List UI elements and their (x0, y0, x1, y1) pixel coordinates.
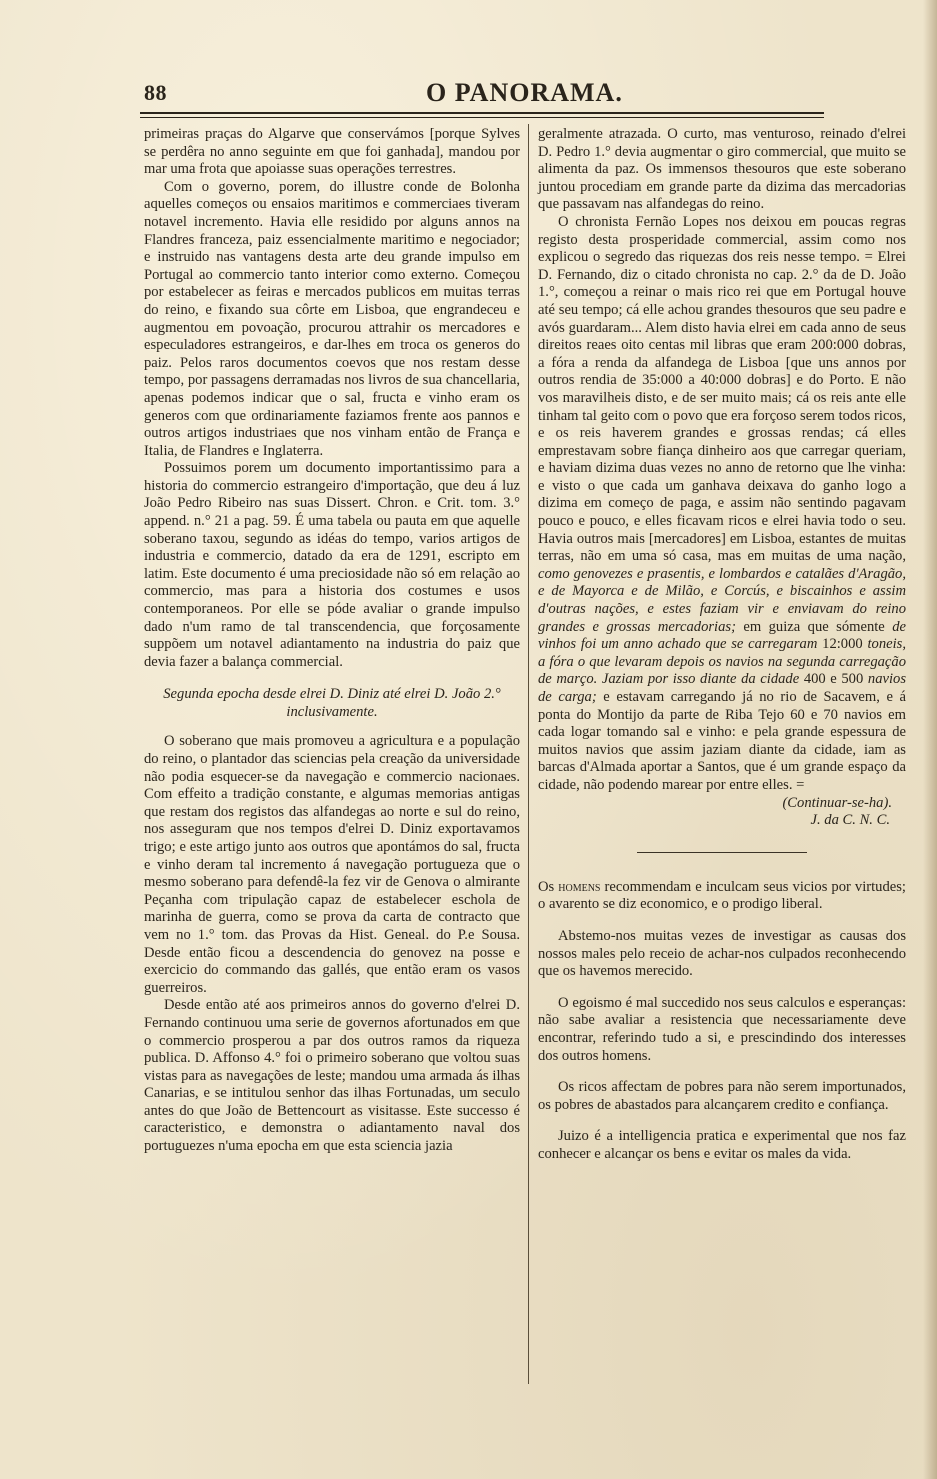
page-header (144, 76, 824, 110)
left-paragraph-2: Com o governo, porem, do illustre conde de Bolonha aquelles começos ou ensaios maritimos e commerciaes tiveram notavel incremento. Havia elle residido por alguns annos na Flandres franceza, paiz essencialmente maritimo e negociador; e instruido nas vantagens desta arte deu grande impulso em Portugal ao commercio tanto interior como externo. Começou por estabelecer as feiras e mercados publicos em muitas terras do reino, e fixando sua côrte em Lisboa, que engrandeceu e augmentou em povoação, procurou attrahir os mercadores e especuladores estrangeiros, e dar-lhes em troca os generos do paiz. Pelos raros documentos coevos que nos restam desse tempo, por passagens derramadas nos livros de sua chancellaria, apenas podemos indicar que o sal, fructa e vinho eram os generos com que ordinariamente faziamos frente aos pannos e outros artigos industriaes que nos vinham então de França e Italia, de Flandres e Inglaterra. (144, 178, 520, 459)
maxim-4: Os ricos affectam de pobres para não serem importunados, os pobres de abastados para alcançarem credito e confiança. (538, 1079, 906, 1113)
author-signature: J. da C. N. C. (810, 812, 890, 829)
right-paragraph-1: geralmente atrazada. O curto, mas venturoso, reinado d'elrei D. Pedro 1.° devia augmentar o giro commercial, que muito se alimenta da paz. Os immensos thesouros que este soberano juntou procediam em grande parte da dizima das mercadorias que passavam nas alfandegas do reino. (538, 126, 906, 213)
right-column (538, 126, 906, 1163)
section-separator-rule (637, 852, 807, 853)
maxim-5: Juizo é a intelligencia pratica e experimental que nos faz conhecer e alcançar os bens e evitar os males da vida. (538, 1128, 906, 1162)
page-edge-shadow (923, 0, 937, 1479)
left-paragraph-3: Possuimos porem um documento importantissimo para a historia do commercio estrangeiro d'importação, que deu á luz João Pedro Ribeiro nas suas Dissert. Chron. e Crit. tom. 3.° append. n.° 21 a pag. 59. É uma tabela ou pauta em que aquelle soberano taxou, segundo as idéas do tempo, varios artigos de industria e commercio, datado da era de 1291, escripto em latim. Este documento é uma preciosidade não só em relação ao commercio, mas para a historia dos costumes e usos contemporaneos. Por elle se póde avaliar o grande impulso dado n'um ramo de tal transcendencia, que forçosamente suppõem um notavel adiantamento na industria do paiz que devia fazer a balança commercial. (144, 460, 520, 670)
quote-text-b: em guiza que sómente (735, 618, 893, 635)
left-paragraph-4: O soberano que mais promoveu a agricultura e a população do reino, o plantador das sciencias pela creação da universidade não podia esquecer-se da navegação e commercio nacionaes. Com effeito a tradição constante, e algumas memorias antigas que restam dos registos das alfandegas ao norte e sul do reino, nos asseguram que nos tempos d'elrei D. Diniz exportavamos trigo; e este artigo junto aos outros que apontámos do sal, fructa e vinho deram tal incremento á navegação portugueza que o mesmo soberano para defendê-la fez vir de Genova o almirante Peçanha com tripulação capaz de estabelecer eschola de marinha de guerra, como se prova da carta de contracto que vem no 1.° tom. das Provas da Hist. Geneal. do P.e Sousa. Desde então ficou a descendencia do genovez na posse e exercicio do commando das gallés, que então eram os vasos guerreiros. (144, 733, 520, 996)
left-paragraph-5: Desde então até aos primeiros annos do governo d'elrei D. Fernando continuou uma serie de governos afortunados em que o commercio prosperou a par dos outros ramos da riqueza publica. D. Affonso 4.° foi o primeiro soberano que voltou suas vistas para as navegações de leste; mandou uma armada ás ilhas Canarias, e se intitulou senhor das ilhas Fortunadas, um seculo antes do que João de Bettencourt as visitasse. Este successo é caracteristico, e demonstra o adiantamento naval dos portuguezes n'uma epocha em que esta sciencia jazia (144, 997, 520, 1155)
column-divider (528, 124, 529, 1384)
quote-italic-1: como genovezes e prasentis, e lombardos e catalães d'Aragão, e de Mayorca e de Milão, e Corcús, e biscainhos e assim d'outras nações, e estes faziam vir e enviavam do reino grandes e grossas mercadorias; (538, 565, 906, 635)
left-paragraph-1: primeiras praças do Algarve que conservámos [porque Sylves se perdêra no anno seguinte em que foi ganhada], mandou por mar uma frota que apoiasse suas operações terrestres. (144, 126, 520, 178)
quote-text-e: e estavam carregando já no rio de Sacavem, e á ponta do Montijo da parte de Riba Tejo 60 e 70 navios em cada logar tomando sal e vinho: e pela grande espessura de muitos navios que assim jaziam diante da cidade, iam as barcas d'Almada aportar a Santos, que é um grande espaço da cidade, não podendo marear por entre elles. = (538, 689, 906, 793)
right-paragraph-2 (538, 214, 906, 795)
quote-text-a: O chronista Fernão Lopes nos deixou em poucas regras registo desta prosperidade commercial, assim como nos explicou o segredo das riquezas dos reis nesse tempo. = Elrei D. Fernando, diz o citado chronista no cap. 2.° da de D. João 1.°, começou a reinar o mais rico rei que em Portugal houve até seu tempo; cá elle achou grandes thesouros que seu padre e avós guardaram... Alem disto havia elrei em cada anno de seus direitos reaes oito centas mil libras que eram 200:000 dobras, a fóra a renda da alfandega de Lisboa [que uns annos por outros rendia de 35:000 a 40:000 dobras] e do Porto. E não vos maravilheis disto, e de ser muito mais; cá os reis ante elle tinham tal geito com o povo que era forçoso serem todos ricos, e os reis haverem grandes e grossas rendas; cá elles emprestavam sobre fiança dinheiro aos que carregar queriam, e haviam dizima duas vezes no anno de retorno que lhe vinha: e visto o que cada um ganhava deixava do ganho logo a dizima em começo de paga, e assim não sentindo pagavam pouco e pouco, e elles ficavam ricos e elrei havia todo o seu. Havia outros mais [mercadores] em Lisboa, estantes de muitas terras, não em uma só casa, mas em muitas de uma nação, (538, 213, 906, 565)
page-number: 88 (144, 80, 167, 105)
section-heading: Segunda epocha desde elrei D. Diniz até elrei D. João 2.° inclusivamente. (163, 686, 501, 721)
maxim-1-rest: recommendam e inculcam seus vicios por virtudes; o avarento se diz economico, e o prodigo liberal. (538, 878, 906, 913)
quote-italic-3: toneis, a fóra o que levaram depois os navios na segunda carregação de março. Jaziam por isso diante da cidade (538, 636, 906, 688)
header-rule (140, 112, 824, 118)
maxim-3: O egoismo é mal succedido nos seus calculos e esperanças: não sabe avaliar a resistencia que necessariamente deve encontrar, referindo tudo a si, e prescindindo dos interesses dos outros homens. (538, 994, 906, 1064)
quote-italic-2: de vinhos foi um anno achado que se carregaram (538, 618, 906, 653)
left-column (144, 126, 520, 1156)
journal-title: O PANORAMA. (426, 78, 623, 107)
maxim-1-lead: Os (538, 878, 559, 895)
quote-italic-4: navios de carga; (538, 671, 906, 705)
quote-text-d: 400 e 500 (799, 671, 868, 688)
maxim-1-smallcaps: homens (558, 878, 601, 895)
maxim-2: Abstemo-nos muitas vezes de investigar as causas dos nossos males pelo receio de achar-nos culpados reconhecendo que os havemos merecido. (538, 927, 906, 980)
quote-text-c: 12:000 (817, 636, 868, 653)
continuation-note: (Continuar-se-ha). (782, 794, 892, 811)
maxim-1 (538, 879, 906, 914)
